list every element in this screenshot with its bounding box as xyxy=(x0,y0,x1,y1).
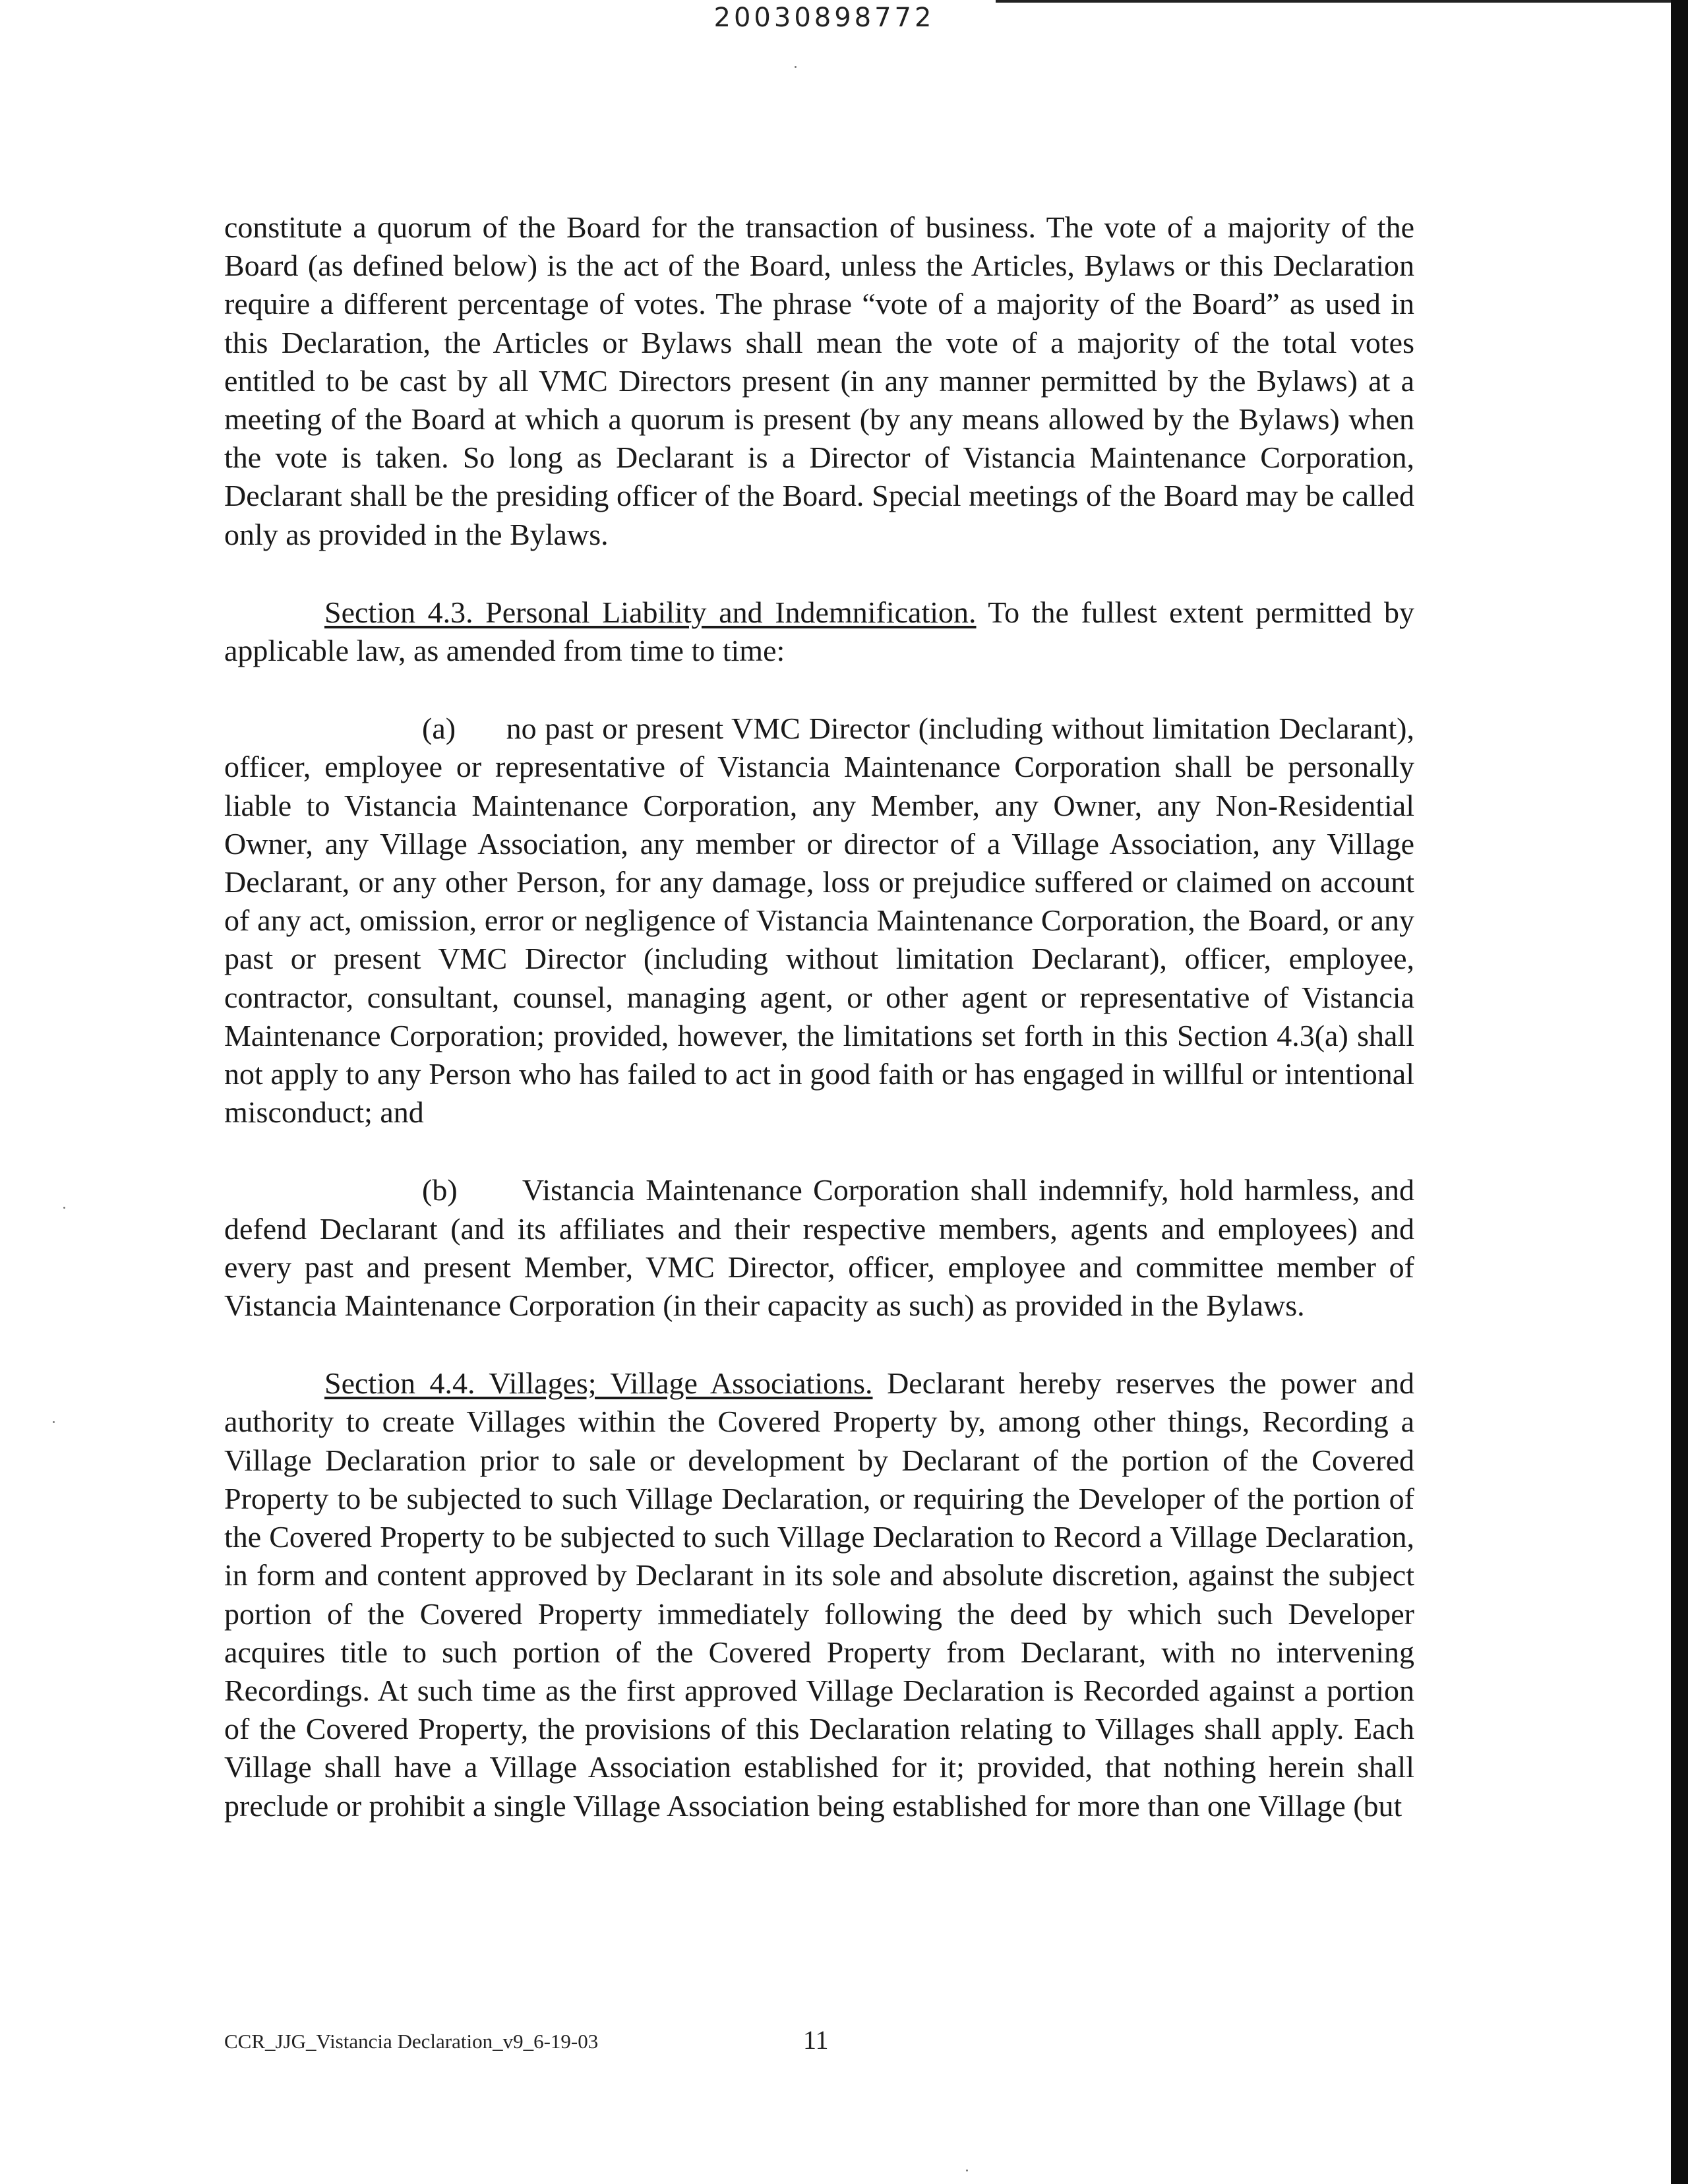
paragraph-clause-a xyxy=(224,710,1414,1132)
section-4-3-heading: Section 4.3. Personal Liability and Indemnification. xyxy=(324,595,977,629)
section-4-4-text: Declarant hereby reserves the power and authority to create Villages within the Covered Property by, among other things, Recording a Village Declaration prior to sale or development by Declarant of the portion of the Covered Property to be subjected to such Village Declaration, or requiring the Developer of the portion of the Covered Property to be subjected to such Village Declaration to Record a Village Declaration, in form and content approved by Declarant in its sole and absolute discretion, against the subject portion of the Covered Property immediately following the deed by which such Developer acquires title to such portion of the Covered Property from Declarant, with no intervening Recordings. At such time as the first approved Village Declaration is Recorded against a portion of the Covered Property, the provisions of this Declaration relating to Villages shall apply. Each Village shall have a Village Association established for it; provided, that nothing herein shall preclude or prohibit a single Village Association being established for more than one Village (but xyxy=(224,1366,1414,1823)
scan-speck xyxy=(966,2169,968,2171)
clause-a-label: (a) xyxy=(422,712,456,746)
scan-speck xyxy=(63,1207,65,1209)
scan-speck xyxy=(795,66,797,68)
paragraph-section-4-3 xyxy=(224,593,1414,670)
paragraph-clause-b xyxy=(224,1171,1414,1325)
clause-b-label: (b) xyxy=(422,1173,458,1207)
right-scan-border xyxy=(1671,0,1688,2184)
document-number: 20030898772 xyxy=(713,3,935,33)
clause-a-text: no past or present VMC Director (including without limitation Declarant), officer, employee or representative of Vistancia Maintenance Corporation shall be personally liable to Vistancia Maintenance Corporation, any Member, any Owner, any Non-Residential Owner, any Village Association, any member or director of a Village Association, any Village Declarant, or any other Person, for any damage, loss or prejudice suffered or claimed on account of any act, omission, error or negligence of Vistancia Maintenance Corporation, the Board, or any past or present VMC Director (including without limitation Declarant), officer, employee, contractor, consultant, counsel, managing agent, or other agent or representative of Vistancia Maintenance Corporation; provided, however, the limitations set forth in this Section 4.3(a) shall not apply to any Person who has failed to act in good faith or has engaged in willful or intentional misconduct; and xyxy=(224,712,1414,1130)
section-4-3-text: To the fullest extent permitted by applicable law, as amended from time to time: xyxy=(224,595,1414,668)
top-scan-border xyxy=(996,0,1688,3)
document-body xyxy=(224,208,1414,1865)
footer-page-number: 11 xyxy=(803,2025,829,2055)
section-4-4-heading: Section 4.4. Villages; Village Associations. xyxy=(324,1366,873,1401)
paragraph-section-4-4 xyxy=(224,1364,1414,1825)
paragraph-quorum: constitute a quorum of the Board for the transaction of business. The vote of a majority of the Board (as defined below) is the act of the Board, unless the Articles, Bylaws or this Declaration require a different percentage of votes. The phrase “vote of a majority of the Board” as used in this Declaration, the Articles or Bylaws shall mean the vote of a majority of the total votes entitled to be cast by all VMC Directors present (in any manner permitted by the Bylaws) at a meeting of the Board at which a quorum is present (by any means allowed by the Bylaws) when the vote is taken. So long as Declarant is a Director of Vistancia Maintenance Corporation, Declarant shall be the presiding officer of the Board. Special meetings of the Board may be called only as provided in the Bylaws. xyxy=(224,210,1414,551)
scan-speck xyxy=(53,1421,55,1423)
clause-b-text: Vistancia Maintenance Corporation shall indemnify, hold harmless, and defend Declarant (and its affiliates and their respective members, agents and employees) and every past and present Member, VMC Director, officer, employee and committee member of Vistancia Maintenance Corporation (in their capacity as such) as provided in the Bylaws. xyxy=(224,1173,1414,1323)
footer-file-name: CCR_JJG_Vistancia Declaration_v9_6-19-03 xyxy=(224,2030,599,2053)
